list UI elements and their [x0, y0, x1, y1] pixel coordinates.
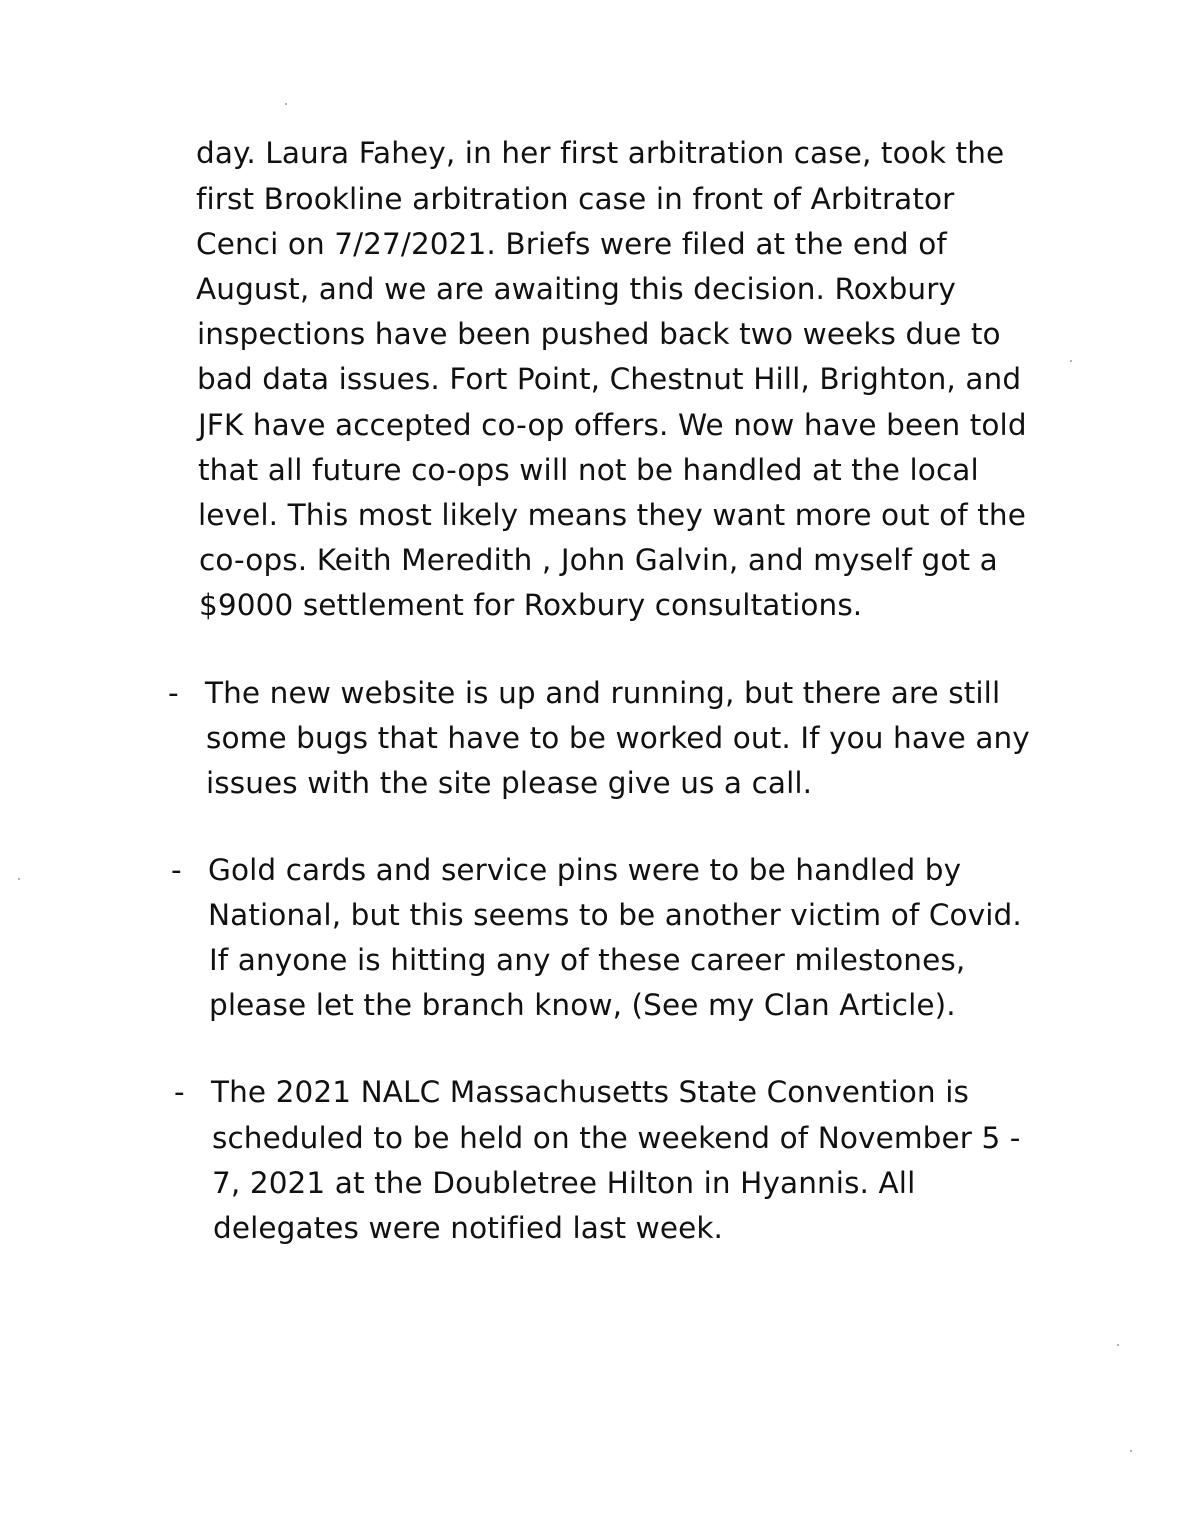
paragraph-line: inspections have been pushed back two weeks due to [197, 317, 1001, 351]
paragraph-line: co-ops. Keith Meredith , John Galvin, and myself got a [199, 543, 998, 577]
bullet-line: delegates were notified last week. [213, 1211, 723, 1245]
paragraph-line: August, and we are awaiting this decision. Roxbury [196, 272, 956, 306]
paragraph-line: Cenci on 7/27/2021. Briefs were filed at the end of [196, 227, 947, 261]
scan-speck [1117, 1344, 1119, 1346]
bullet-dash: - [168, 676, 179, 710]
bullet-dash: - [174, 1075, 185, 1109]
bullet-line: please let the branch know, (See my Clan Article). [209, 988, 956, 1022]
paragraph-line: that all future co-ops will not be handled at the local [198, 453, 979, 487]
bullet-line: If anyone is hitting any of these career milestones, [209, 943, 966, 977]
paragraph-line: first Brookline arbitration case in front of Arbitrator [196, 182, 955, 216]
scan-speck [1130, 1450, 1132, 1452]
bullet-line: scheduled to be held on the weekend of November 5 - [212, 1121, 1021, 1155]
scan-speck [285, 103, 287, 105]
scan-speck [1070, 360, 1072, 362]
bullet-line: issues with the site please give us a call. [206, 766, 813, 800]
scan-speck [18, 878, 20, 880]
paragraph-line: bad data issues. Fort Point, Chestnut Hill, Brighton, and [197, 362, 1022, 396]
bullet-line: National, but this seems to be another victim of Covid. [208, 898, 1022, 932]
bullet-line: some bugs that have to be worked out. If you have any [206, 721, 1030, 755]
bullet-dash: - [171, 853, 182, 887]
bullet-line: Gold cards and service pins were to be handled by [208, 853, 962, 887]
paragraph-line: JFK have accepted co-op offers. We now have been told [198, 408, 1027, 442]
paragraph-line: day. Laura Fahey, in her first arbitration case, took the [196, 136, 1005, 170]
bullet-line: The 2021 NALC Massachusetts State Convention is [211, 1075, 969, 1109]
paragraph-line: level. This most likely means they want more out of the [198, 498, 1026, 532]
paragraph-line: $9000 settlement for Roxbury consultations. [199, 588, 863, 622]
bullet-line: 7, 2021 at the Doubletree Hilton in Hyannis. All [212, 1166, 916, 1200]
bullet-line: The new website is up and running, but there are still [205, 676, 1001, 710]
